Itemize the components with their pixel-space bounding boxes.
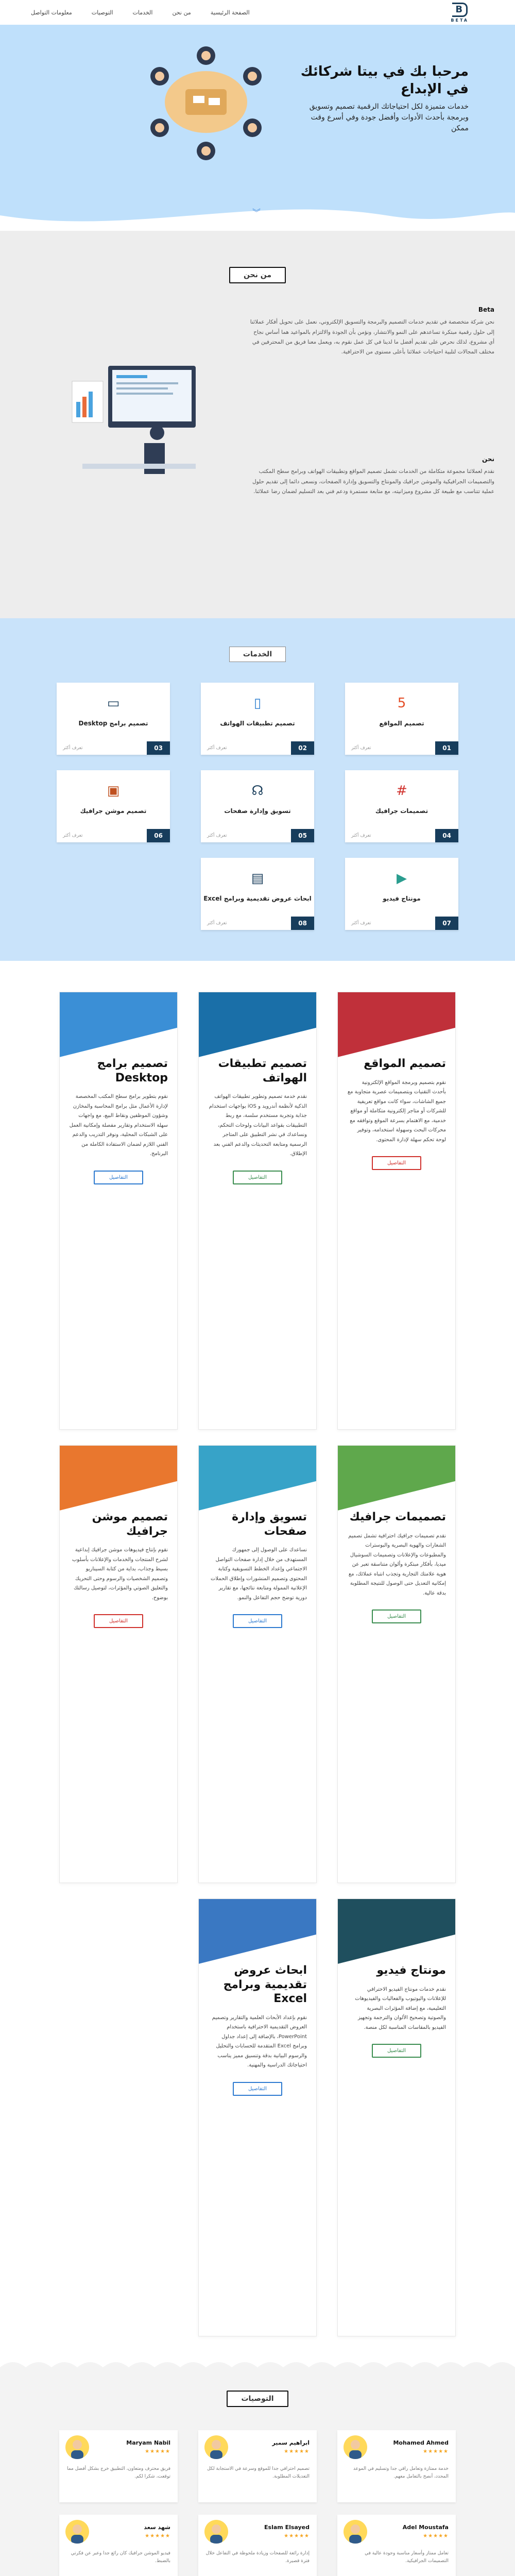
service-card-text: نقوم بتطوير برامج سطح المكتب المخصصة لإدارة الأعمال مثل برامج المحاسبة والمخازن وشؤون الموظفين ونقاط البيع، مع واجهات سهلة الاستخدام وتقارير مفصلة وإمكانية العمل على الشبكات المحلية، ونوفر التدريب والدعم الفني اللازم لضمان الاستفادة الكاملة من البرنامج. (69, 1094, 168, 1157)
top-navbar (0, 0, 515, 25)
service-tile-label: تصميم تطبيقات الهواتف (220, 720, 295, 727)
rating-stars-icon: ★★★★★ (423, 2533, 449, 2539)
service-tile-number: 01 (435, 741, 458, 755)
nav-link-home[interactable]: الصفحة الرئيسية (210, 9, 250, 16)
service-card (59, 1445, 178, 1883)
service-tile-label: ابحاث عروض تقديمية وبرامج Excel (203, 895, 312, 902)
testimonial-card (337, 2430, 456, 2502)
testimonial-name: شهد سعد (144, 2524, 170, 2531)
about-block-1-text: نحن شركة متخصصة في تقديم خدمات التصميم والبرمجة والتسويق الإلكتروني، نعمل على تحويل أفكار عملائنا إلى حلول رقمية مبتكرة تساعدهم على النمو والانتشار، ونؤمن بأن الجودة والالتزام بالمواعيد هما أساس نجاح أي مشروع، لذلك نحرص على تقديم أفضل ما لدينا في كل عمل نقوم به، ويعمل معنا فريق من المحترفين في مختلف المجالات لتلبية احتياجات عملائنا بأعلى مستوى من الاحترافية. (250, 319, 494, 355)
rating-stars-icon: ★★★★★ (284, 2449, 310, 2454)
testimonials-grid (0, 2430, 515, 2576)
testimonial-text: خدمة ممتازة وتعامل راقي جدا وتسليم في الموعد المحدد، أنصح بالتعامل معهم. (353, 2466, 449, 2480)
testimonial-card (59, 2515, 178, 2576)
nav-link-contact[interactable]: معلومات التواصل (31, 9, 72, 16)
avatar (65, 2520, 89, 2544)
service-card-title: تصميمات جرافيك (349, 1511, 446, 1523)
service-card-title: تسويق وإدارة صفحات (232, 1511, 307, 1538)
service-tile-more-link[interactable]: تعرف أكثر (351, 833, 371, 838)
service-card-title: تصميم برامج Desktop (97, 1057, 168, 1084)
service-card-text: نساعدك على الوصول إلى جمهورك المستهدف من خلال إدارة صفحات التواصل الاجتماعي وإعداد الخطط التسويقية وكتابة المحتوى وتصميم المنشورات وإطلاق الحملات الإعلانية الممولة ومتابعة نتائجها، مع تقارير دورية توضح حجم التفاعل والنمو. (211, 1547, 307, 1601)
service-card-details-button[interactable]: التفاصيل (94, 1171, 143, 1184)
logo-mark: B (452, 3, 468, 17)
service-tile-number: 02 (291, 741, 314, 755)
service-tile-number: 04 (435, 829, 458, 842)
testimonial-text: فريق محترف ومتعاون، التطبيق خرج بشكل أفضل مما توقعت، شكرا لكم. (67, 2466, 170, 2480)
about-block-2-text: نقدم لعملائنا مجموعة متكاملة من الخدمات تشمل تصميم المواقع وتطبيقات الهواتف وبرامج سطح المكتب والتصميمات الجرافيكية والموشن جرافيك والمونتاج والتسويق وإدارة الصفحات، ونسعى دائما إلى تقديم حلول عملية تتناسب مع طبيعة كل مشروع وميزانيته، مع متابعة مستمرة ودعم فني بعد التسليم لضمان رضا عملائنا. (252, 468, 494, 495)
testimonial-card (198, 2515, 317, 2576)
service-tile-label: تصميم برامج Desktop (78, 720, 148, 727)
service-tile-number: 05 (291, 829, 314, 842)
service-card-image (338, 992, 455, 1067)
testimonial-name: Maryam Nabil (126, 2439, 170, 2446)
service-card-text: نقدم خدمة تصميم وتطوير تطبيقات الهواتف الذكية لأنظمة أندرويد و iOS بواجهات استخدام جذابة وتجربة مستخدم سلسة، مع ربط التطبيقات بقواعد البيانات ولوحات التحكم، ونساعدك في نشر التطبيق على المتاجر الرسمية ومتابعة التحديثات والدعم الفني بعد الإطلاق. (209, 1094, 307, 1157)
service-tile-more-link[interactable]: تعرف أكثر (63, 745, 83, 751)
service-tile[interactable] (201, 858, 314, 930)
about-block-2 (247, 453, 494, 497)
service-tile[interactable] (345, 683, 458, 755)
service-tile[interactable] (57, 683, 170, 755)
nav-link-about[interactable]: من نحن (172, 9, 191, 16)
rating-stars-icon: ★★★★★ (145, 2449, 170, 2454)
testimonials-section (0, 2367, 515, 2576)
service-tile-label: تصميم المواقع (379, 720, 424, 727)
testimonial-text: تعامل ممتاز وأسعار مناسبة وجودة عالية في التصميمات الجرافيكية. (365, 2551, 449, 2564)
testimonials-top-wave (0, 2357, 515, 2367)
service-card (337, 992, 456, 1430)
testimonial-card (198, 2430, 317, 2502)
service-card-details-button[interactable]: التفاصيل (94, 1614, 143, 1628)
service-card-title: تصميم موشن جرافيك (92, 1511, 168, 1538)
motion-icon: ▣ (107, 783, 120, 799)
testimonial-name: ابراهيم سمير (272, 2439, 310, 2446)
service-tile-label: تصميم موشن جرافيك (80, 807, 147, 815)
service-card (337, 1899, 456, 2336)
service-card-image (338, 1899, 455, 1974)
service-card-title: ابحاث عروض تقديمية وبرامج Excel (223, 1964, 307, 2005)
service-cards-grid (0, 992, 515, 2336)
nav-link-testimonials[interactable]: التوصيات (91, 9, 113, 16)
service-card (198, 992, 317, 1430)
headset-icon: ☊ (251, 783, 264, 799)
avatar (204, 2435, 228, 2459)
testimonial-card (337, 2515, 456, 2576)
testimonial-card (59, 2430, 178, 2502)
service-tile-more-link[interactable]: تعرف أكثر (207, 833, 227, 838)
html5-icon: 5 (397, 696, 406, 711)
service-card (337, 1445, 456, 1883)
testimonials-section-title: التوصيات (227, 2391, 288, 2407)
services-grid (0, 683, 515, 930)
about-block-2-title: نحن (482, 455, 494, 463)
about-section (0, 231, 515, 618)
service-details-section (0, 961, 515, 2357)
service-card-details-button[interactable]: التفاصيل (372, 1609, 421, 1623)
service-tile[interactable] (201, 683, 314, 755)
service-card-image (199, 1446, 316, 1520)
service-tile-number: 08 (291, 917, 314, 930)
service-card-title: تصميم المواقع (364, 1057, 446, 1070)
main-menu (31, 9, 250, 16)
rating-stars-icon: ★★★★★ (284, 2533, 310, 2539)
service-card-details-button[interactable]: التفاصيل (372, 2044, 421, 2058)
service-tile-label: تصميمات جرافيك (375, 807, 428, 815)
logo-text: BETA (451, 18, 469, 23)
service-card-text: نقوم بإنتاج فيديوهات موشن جرافيك إبداعية لشرح المنتجات والخدمات والإعلانات بأسلوب بسيط وجذاب، بداية من كتابة السيناريو وتصميم الشخصيات والرسوم وحتى التحريك والتعليق الصوتي والمؤثرات، لتوصيل رسالتك بوضوح. (72, 1547, 168, 1601)
testimonial-text: إدارة رائعة للصفحات وزيادة ملحوظة في التفاعل خلال فترة قصيرة. (205, 2551, 310, 2564)
about-block-1 (247, 304, 494, 358)
testimonial-text: تصميم احترافي جدا للموقع وسرعة في الاستجابة لكل التعديلات المطلوبة. (207, 2466, 310, 2480)
service-tile[interactable] (201, 770, 314, 842)
about-section-title: من نحن (229, 267, 286, 283)
testimonial-name: Eslam Elsayed (264, 2524, 310, 2531)
service-tile-number: 07 (435, 917, 458, 930)
service-tile-more-link[interactable]: تعرف أكثر (351, 745, 371, 751)
testimonial-text: فيديو الموشن جرافيك كان رائع جدا وعبر عن فكرتي بالضبط. (71, 2551, 170, 2564)
service-card (59, 992, 178, 1430)
scroll-down-icon[interactable]: ︾ (252, 208, 261, 217)
avatar (344, 2520, 367, 2544)
service-card-details-button[interactable]: التفاصيل (372, 1156, 421, 1170)
service-tile-more-link[interactable]: تعرف أكثر (207, 745, 227, 751)
rating-stars-icon: ★★★★★ (423, 2449, 449, 2454)
service-card-details-button[interactable]: التفاصيل (233, 2082, 282, 2096)
service-tile[interactable] (345, 858, 458, 930)
avatar (204, 2520, 228, 2544)
about-block-1-title: Beta (478, 306, 494, 313)
service-card-text: نقوم بتصميم وبرمجة المواقع الإلكترونية بأحدث التقنيات وبتصميمات عصرية متجاوبة مع جميع الشاشات، سواء كانت مواقع تعريفية للشركات أو متاجر إلكترونية متكاملة أو مواقع خدمية، مع الاهتمام بسرعة الموقع وتوافقه مع محركات البحث وسهولة استخدامه، وتوفير لوحة تحكم سهلة لإدارة المحتوى. (347, 1079, 446, 1143)
hashtag-icon: # (396, 783, 407, 799)
testimonial-name: Adel Moustafa (402, 2524, 449, 2531)
service-tile-label: تسويق وإدارة صفحات (224, 807, 291, 815)
service-card-image (199, 1899, 316, 1974)
nav-link-services[interactable]: الخدمات (132, 9, 153, 16)
team-meeting-illustration (129, 40, 283, 164)
service-tile-more-link[interactable]: تعرف أكثر (351, 921, 371, 926)
developer-illustration (67, 361, 206, 479)
service-card-image (199, 992, 316, 1067)
hero-title: مرحبا بك في بيتا شركائك في الإبداع (300, 64, 469, 97)
service-card (198, 1899, 317, 2336)
hero-text (299, 63, 469, 134)
service-card-title: تصميم تطبيقات الهواتف (218, 1057, 307, 1084)
desktop-icon: ▭ (107, 696, 120, 711)
service-card-title: مونتاج فيديو (376, 1964, 446, 1977)
service-card-image (60, 992, 177, 1067)
avatar (65, 2435, 89, 2459)
service-card-text: نقدم خدمات مونتاج الفيديو الاحترافي للإعلانات واليوتيوب والفعاليات والفيديوهات التعليمية، مع إضافة المؤثرات البصرية والصوتية وتصحيح الألوان والترجمة وتجهيز الفيديو بالمقاسات المناسبة لكل منصة. (355, 1986, 446, 2030)
service-card-details-button[interactable]: التفاصيل (233, 1614, 282, 1628)
service-card-image (338, 1446, 455, 1520)
service-tile[interactable] (345, 770, 458, 842)
service-tile-number: 03 (147, 741, 170, 755)
services-section-title: الخدمات (229, 647, 286, 662)
service-card-image (60, 1446, 177, 1520)
testimonial-name: Mohamed Ahmed (393, 2439, 449, 2446)
avatar (344, 2435, 367, 2459)
service-tile[interactable] (57, 770, 170, 842)
service-card-placeholder (59, 1899, 178, 2336)
service-card-text: نقدم تصميمات جرافيك احترافية تشمل تصميم الشعارات والهوية البصرية والبوسترات والمطبوعات والإعلانات وتصميمات السوشيال ميديا، بأفكار مبتكرة وألوان متناسقة تعبر عن هوية علامتك التجارية وتجذب انتباه عملائك، مع إمكانية التعديل حتى الوصول للنتيجة المطلوبة بدقة عالية. (348, 1533, 446, 1596)
site-logo[interactable] (451, 3, 469, 23)
hero-section (0, 25, 515, 231)
service-card-details-button[interactable]: التفاصيل (233, 1171, 282, 1184)
services-section (0, 618, 515, 961)
service-tile-label: مونتاج فيديو (383, 895, 421, 902)
service-card (198, 1445, 317, 1883)
service-tile-more-link[interactable]: تعرف أكثر (63, 833, 83, 838)
video-icon: ▶ (397, 871, 407, 886)
excel-icon: ▤ (251, 871, 264, 886)
rating-stars-icon: ★★★★★ (145, 2533, 170, 2539)
service-tile-more-link[interactable]: تعرف أكثر (207, 921, 227, 926)
mobile-icon: ▯ (253, 696, 262, 711)
service-tile-number: 06 (147, 829, 170, 842)
service-card-text: نقوم بإعداد الأبحاث العلمية والتقارير وتصميم العروض التقديمية الاحترافية باستخدام PowerPoint، بالإضافة إلى إعداد جداول وبرامج Excel المتقدمة للحسابات والتحليل والرسوم البيانية بدقة وتنسيق مميز يناسب احتياجاتك الدراسية والمهنية. (212, 2014, 307, 2068)
hero-subtitle: خدمات متميزة لكل احتياجاتك الرقمية تصميم وتسويق وبرمجة بأحدث الأدوات وأفضل جودة وفي أسرع وقت ممكن (309, 102, 469, 132)
